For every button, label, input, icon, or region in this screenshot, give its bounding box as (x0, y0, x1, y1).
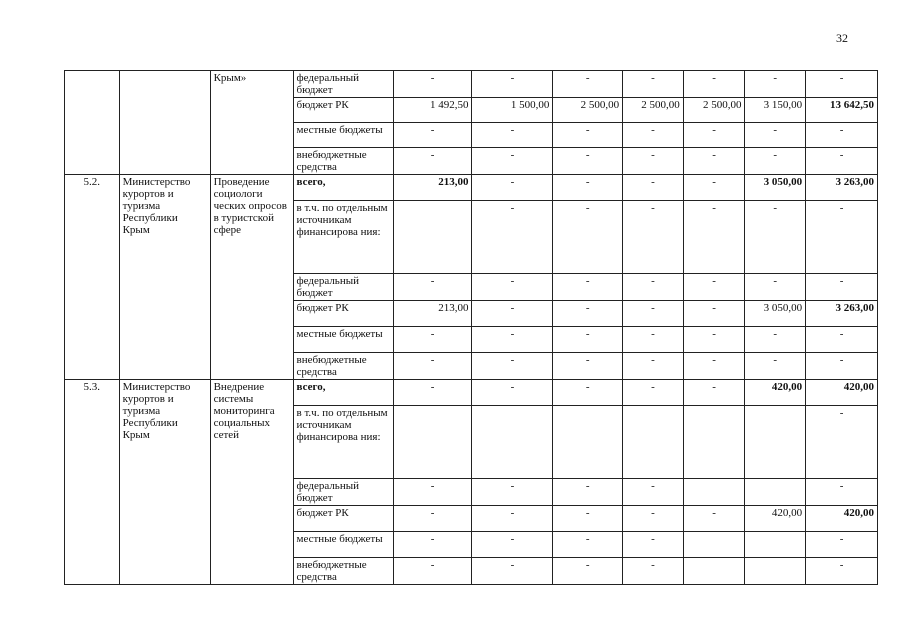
amount-cell (623, 406, 684, 479)
amount-cell: - (623, 479, 684, 506)
amount-cell: - (393, 353, 472, 380)
executor-cell (119, 71, 210, 175)
amount-cell: - (393, 327, 472, 353)
amount-cell: - (553, 175, 623, 201)
amount-cell: - (683, 201, 745, 274)
index-cell: 5.2. (65, 175, 120, 380)
amount-cell: - (683, 506, 745, 532)
amount-cell: - (623, 201, 684, 274)
amount-cell: - (393, 71, 472, 98)
amount-cell: - (745, 201, 806, 274)
amount-cell: - (553, 479, 623, 506)
amount-cell: 3 263,00 (806, 175, 878, 201)
source-label: бюджет РК (293, 301, 393, 327)
amount-cell: - (623, 506, 684, 532)
amount-cell: 3 050,00 (745, 175, 806, 201)
amount-cell: - (745, 274, 806, 301)
amount-cell: - (472, 532, 553, 558)
amount-cell (745, 532, 806, 558)
amount-cell: - (623, 123, 684, 148)
amount-cell: - (745, 123, 806, 148)
amount-cell: - (623, 148, 684, 175)
amount-cell: 2 500,00 (623, 98, 684, 123)
amount-cell: - (806, 532, 878, 558)
amount-cell: 213,00 (393, 301, 472, 327)
amount-cell: 420,00 (745, 506, 806, 532)
amount-cell: 1 492,50 (393, 98, 472, 123)
amount-cell: - (806, 274, 878, 301)
index-cell: 5.3. (65, 380, 120, 585)
source-label: в т.ч. по отдельным источникам финансирова ния: (293, 201, 393, 274)
amount-cell (683, 532, 745, 558)
amount-cell: - (472, 479, 553, 506)
amount-cell (745, 406, 806, 479)
activity-cell: Крым» (210, 71, 293, 175)
amount-cell: - (683, 301, 745, 327)
amount-cell: 420,00 (806, 506, 878, 532)
amount-cell (472, 406, 553, 479)
amount-cell: - (472, 558, 553, 585)
amount-cell: - (745, 71, 806, 98)
amount-cell: - (393, 274, 472, 301)
amount-cell (393, 406, 472, 479)
amount-cell: - (553, 353, 623, 380)
amount-cell: - (745, 148, 806, 175)
amount-cell: 1 500,00 (472, 98, 553, 123)
amount-cell: - (472, 506, 553, 532)
amount-cell: - (623, 71, 684, 98)
amount-cell: - (806, 71, 878, 98)
source-label: внебюджетные средства (293, 148, 393, 175)
amount-cell: - (683, 274, 745, 301)
source-label: федеральный бюджет (293, 71, 393, 98)
amount-cell: - (472, 201, 553, 274)
amount-cell (745, 558, 806, 585)
amount-cell: - (472, 123, 553, 148)
amount-cell: - (553, 123, 623, 148)
amount-cell: - (683, 353, 745, 380)
amount-cell: - (683, 148, 745, 175)
amount-cell: 2 500,00 (553, 98, 623, 123)
amount-cell: - (472, 380, 553, 406)
amount-cell: - (623, 558, 684, 585)
amount-cell: 420,00 (806, 380, 878, 406)
amount-cell: - (553, 71, 623, 98)
amount-cell: - (553, 148, 623, 175)
amount-cell: - (472, 301, 553, 327)
amount-cell: - (623, 274, 684, 301)
amount-cell: - (472, 353, 553, 380)
amount-cell: - (806, 353, 878, 380)
source-label: местные бюджеты (293, 327, 393, 353)
amount-cell: - (553, 327, 623, 353)
amount-cell: - (806, 201, 878, 274)
amount-cell: - (683, 380, 745, 406)
amount-cell: - (806, 148, 878, 175)
amount-cell: - (553, 506, 623, 532)
amount-cell: - (472, 148, 553, 175)
table-row (65, 175, 878, 201)
source-label: местные бюджеты (293, 123, 393, 148)
page-number: 32 (836, 31, 848, 45)
amount-cell: - (393, 479, 472, 506)
amount-cell: 213,00 (393, 175, 472, 201)
amount-cell: - (623, 175, 684, 201)
amount-cell: - (623, 301, 684, 327)
amount-cell: - (393, 532, 472, 558)
activity-cell: Проведение социологи ческих опросов в туристской сфере (210, 175, 293, 380)
source-label: местные бюджеты (293, 532, 393, 558)
amount-cell: - (806, 123, 878, 148)
activity-cell: Внедрение системы мониторинга социальных сетей (210, 380, 293, 585)
amount-cell: 2 500,00 (683, 98, 745, 123)
table-row (65, 380, 878, 406)
amount-cell: - (623, 532, 684, 558)
amount-cell: - (472, 327, 553, 353)
amount-cell: - (806, 406, 878, 479)
amount-cell: - (393, 123, 472, 148)
amount-cell (683, 558, 745, 585)
amount-cell: 3 263,00 (806, 301, 878, 327)
amount-cell: 3 050,00 (745, 301, 806, 327)
amount-cell: - (393, 148, 472, 175)
amount-cell: - (683, 123, 745, 148)
table-row (65, 71, 878, 98)
amount-cell (683, 479, 745, 506)
amount-cell: - (393, 506, 472, 532)
amount-cell: - (745, 353, 806, 380)
amount-cell: - (553, 301, 623, 327)
source-label: федеральный бюджет (293, 274, 393, 301)
amount-cell: - (683, 71, 745, 98)
amount-cell: - (683, 327, 745, 353)
amount-cell: 420,00 (745, 380, 806, 406)
source-label: федеральный бюджет (293, 479, 393, 506)
source-label: бюджет РК (293, 98, 393, 123)
amount-cell: - (745, 327, 806, 353)
amount-cell: - (806, 558, 878, 585)
executor-cell: Министерство курортов и туризма Республики Крым (119, 380, 210, 585)
amount-cell: - (393, 380, 472, 406)
amount-cell: - (472, 274, 553, 301)
executor-cell: Министерство курортов и туризма Республики Крым (119, 175, 210, 380)
source-label: всего, (293, 380, 393, 406)
amount-cell: - (553, 380, 623, 406)
funding-table (64, 70, 878, 585)
amount-cell: - (623, 380, 684, 406)
amount-cell (553, 406, 623, 479)
amount-cell: - (553, 274, 623, 301)
amount-cell (745, 479, 806, 506)
amount-cell: - (472, 175, 553, 201)
amount-cell: - (553, 558, 623, 585)
index-cell (65, 71, 120, 175)
source-label: внебюджетные средства (293, 558, 393, 585)
source-label: внебюджетные средства (293, 353, 393, 380)
amount-cell: - (683, 175, 745, 201)
source-label: всего, (293, 175, 393, 201)
amount-cell: - (623, 353, 684, 380)
amount-cell: 3 150,00 (745, 98, 806, 123)
amount-cell (683, 406, 745, 479)
source-label: в т.ч. по отдельным источникам финансирова ния: (293, 406, 393, 479)
amount-cell: - (393, 558, 472, 585)
amount-cell: 13 642,50 (806, 98, 878, 123)
source-label: бюджет РК (293, 506, 393, 532)
amount-cell: - (806, 479, 878, 506)
amount-cell: - (623, 327, 684, 353)
amount-cell: - (472, 71, 553, 98)
amount-cell: - (553, 532, 623, 558)
amount-cell: - (806, 327, 878, 353)
amount-cell: - (553, 201, 623, 274)
amount-cell (393, 201, 472, 274)
